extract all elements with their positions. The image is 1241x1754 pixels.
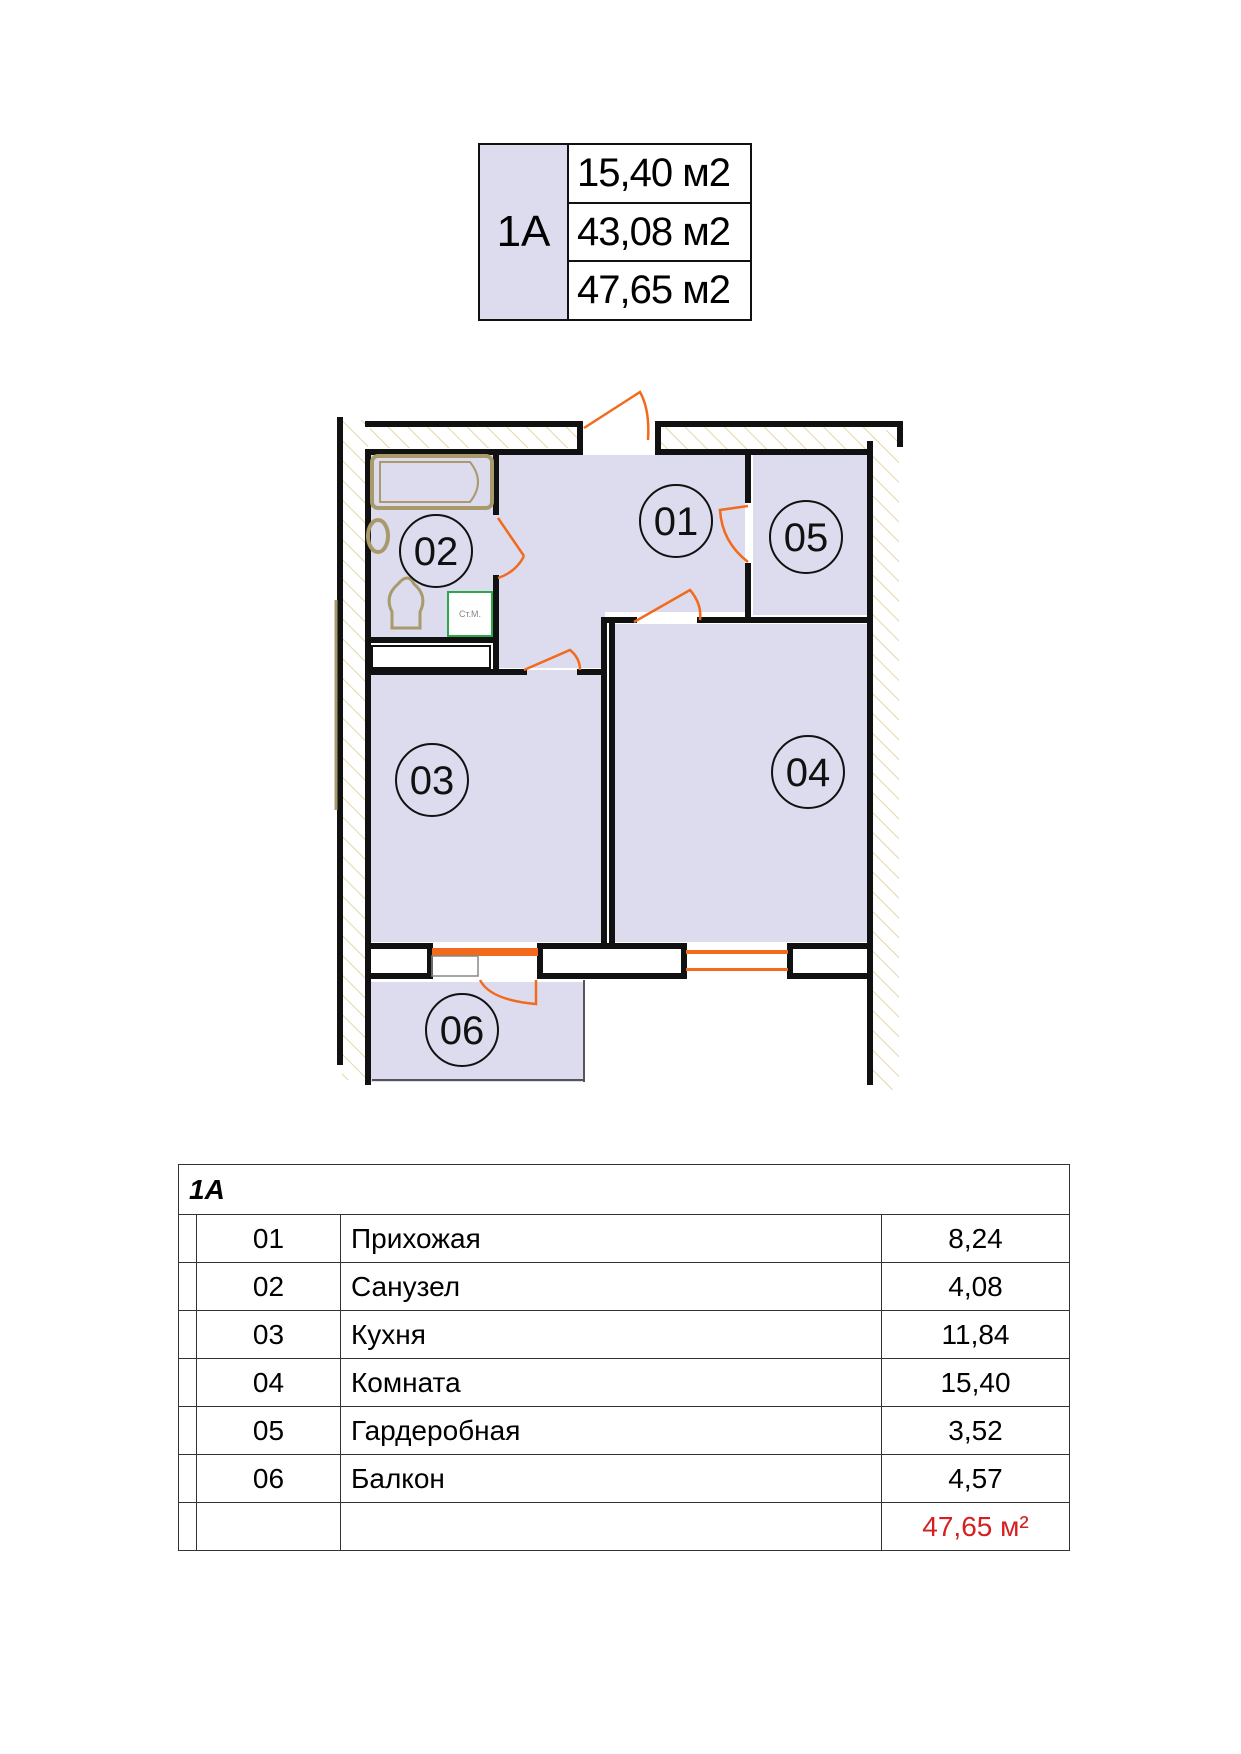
room-number: 03 bbox=[197, 1311, 341, 1359]
room-number: 06 bbox=[197, 1455, 341, 1503]
room-area: 11,84 bbox=[882, 1311, 1070, 1359]
table-row bbox=[179, 1311, 1070, 1359]
exterior-wall-left bbox=[342, 420, 368, 1080]
balcony-frames bbox=[432, 948, 788, 971]
fixture-label: Ст.М. bbox=[458, 609, 482, 619]
table-row bbox=[179, 1455, 1070, 1503]
room-area: 3,52 bbox=[882, 1407, 1070, 1455]
total-area-value: 47,65 м² bbox=[882, 1503, 1070, 1551]
living-area: 15,40 м2 bbox=[577, 150, 730, 195]
exterior-wall-right bbox=[873, 430, 899, 1090]
room-04-label: 04 bbox=[785, 751, 831, 795]
table-total-row bbox=[179, 1503, 1070, 1551]
room-name: Кухня bbox=[341, 1311, 882, 1359]
room-name: Гардеробная bbox=[341, 1407, 882, 1455]
shaft bbox=[372, 646, 490, 668]
room-name: Санузел bbox=[341, 1263, 882, 1311]
room-area: 8,24 bbox=[882, 1215, 1070, 1263]
total-area-without-balcony: 43,08 м2 bbox=[569, 202, 750, 261]
room-02-label: 02 bbox=[413, 530, 459, 574]
room-05-label: 05 bbox=[783, 516, 829, 560]
room-06-label: 06 bbox=[439, 1009, 485, 1053]
total-area: 47,65 м2 bbox=[569, 260, 750, 319]
room-03-label: 03 bbox=[409, 759, 455, 803]
room-03-fill bbox=[370, 670, 604, 942]
table-row bbox=[179, 1263, 1070, 1311]
room-number: 04 bbox=[197, 1359, 341, 1407]
exterior-wall-top-right bbox=[658, 424, 875, 450]
rooms-table bbox=[178, 1164, 1070, 1551]
room-number: 02 bbox=[197, 1263, 341, 1311]
room-01-label: 01 bbox=[653, 500, 699, 544]
table-row bbox=[179, 1407, 1070, 1455]
table-row bbox=[179, 1215, 1070, 1263]
table-title: 1A bbox=[179, 1165, 1070, 1215]
room-area: 4,08 bbox=[882, 1263, 1070, 1311]
room-area: 15,40 bbox=[882, 1359, 1070, 1407]
room-area: 4,57 bbox=[882, 1455, 1070, 1503]
room-name: Комната bbox=[341, 1359, 882, 1407]
room-number: 05 bbox=[197, 1407, 341, 1455]
entrance-door bbox=[584, 392, 648, 440]
balcony-door-frame bbox=[432, 956, 478, 976]
apartment-code: 1A bbox=[480, 145, 569, 319]
room-number: 01 bbox=[197, 1215, 341, 1263]
room-name: Балкон bbox=[341, 1455, 882, 1503]
table-header-row bbox=[179, 1165, 1070, 1215]
room-name: Прихожая bbox=[341, 1215, 882, 1263]
table-row bbox=[179, 1359, 1070, 1407]
